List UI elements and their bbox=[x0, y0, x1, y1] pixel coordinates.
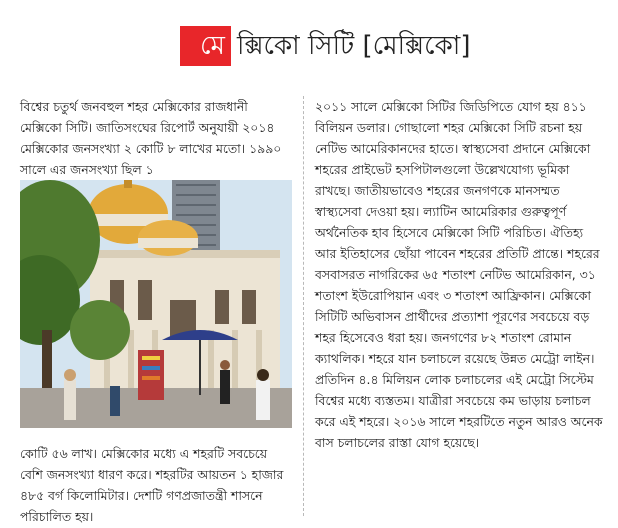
article-paragraph-right: ২০১১ সালে মেক্সিকো সিটির জিডিপিতে যোগ হয় ৪১১ বিলিয়ন ডলার। গোছালো শহর মেক্সিকো সিটি রচনা হয় নেটিভ আমেরিকানদের হাতে। স্বাস্থ্যসেবা প্রদানে মেক্সিকো শহরের প্রাইভেট হসপিটালগুলো উল্লেখযোগ্য ভূমিকা রাখছে। জাতীয়ভাবেও শহরের জনগণকে মানসম্মত স্বাস্থ্যসেবা দেওয়া হয়। ল্যাটিন আমেরিকার গুরুত্বপূর্ণ অর্থনৈতিক হাব হিসেবে মেক্সিকো সিটি পরিচিত। ঐতিহ্য আর ইতিহাসের ছোঁয়া পাবেন শহরের প্রতিটি প্রান্তে। শহরের বসবাসরত নাগরিকের ৬৫ শতাংশ নেটিভ আমেরিকান, ৩১ শতাংশ ইউরোপিয়ান এবং ৩ শতাংশ আফ্রিকান। মেক্সিকো সিটিটি অভিবাসন প্রার্থীদের প্রত্যাশা পূরণের সবচেয়ে বড় শহর হিসেবেও ধরা হয়। জনগণের ৮২ শতাংশ রোমান ক্যাথলিক। শহরে যান চলাচলে রয়েছে উন্নত মেট্রো লাইন। প্রতিদিন ৪.৪ মিলিয়ন লোক চলাচলের এই মেট্রো সিস্টেম বিশ্বের মধ্যে ব্যস্ততম। যাত্রীরা সবচেয়ে কম ভাড়ায় চলাচল করে এই শহরে। ২০১৬ সালে শহরটিতে নতুন আরও অনেক বাস চলাচলের রাস্তা যোগ হয়েছে। bbox=[315, 99, 603, 450]
title-text: ক্সিকো সিটি [মেক্সিকো] bbox=[237, 31, 471, 61]
city-photo bbox=[20, 180, 292, 428]
palacio-bellas-artes-illustration bbox=[20, 180, 292, 428]
title-highlight: মে bbox=[180, 26, 231, 66]
column-divider bbox=[303, 96, 305, 516]
article-paragraph-left-bottom: কোটি ৫৬ লাখ। মেক্সিকোর মধ্যে এ শহরটি সবচেয়ে বেশি জনসংখ্যা ধারণ করে। শহরটির আয়তন ১ হাজার ৪৮৫ বর্গ কিলোমিটার। দেশটি গণপ্রজাতন্ত্রী শাসনে পরিচালিত হয়। bbox=[20, 446, 284, 524]
article-paragraph-left-top: বিশ্বের চতুর্থ জনবহুল শহর মেক্সিকোর রাজধানী মেক্সিকো সিটি। জাতিসংঘের রিপোর্ট অনুযায়ী ২০১৪ মেক্সিকোর জনসংখ্যা ২ কোটি ৮ লাখের মতো। ১৯৯০ সালে এর জনসংখ্যা ছিল ১ bbox=[20, 99, 282, 177]
article-title bbox=[180, 26, 470, 66]
